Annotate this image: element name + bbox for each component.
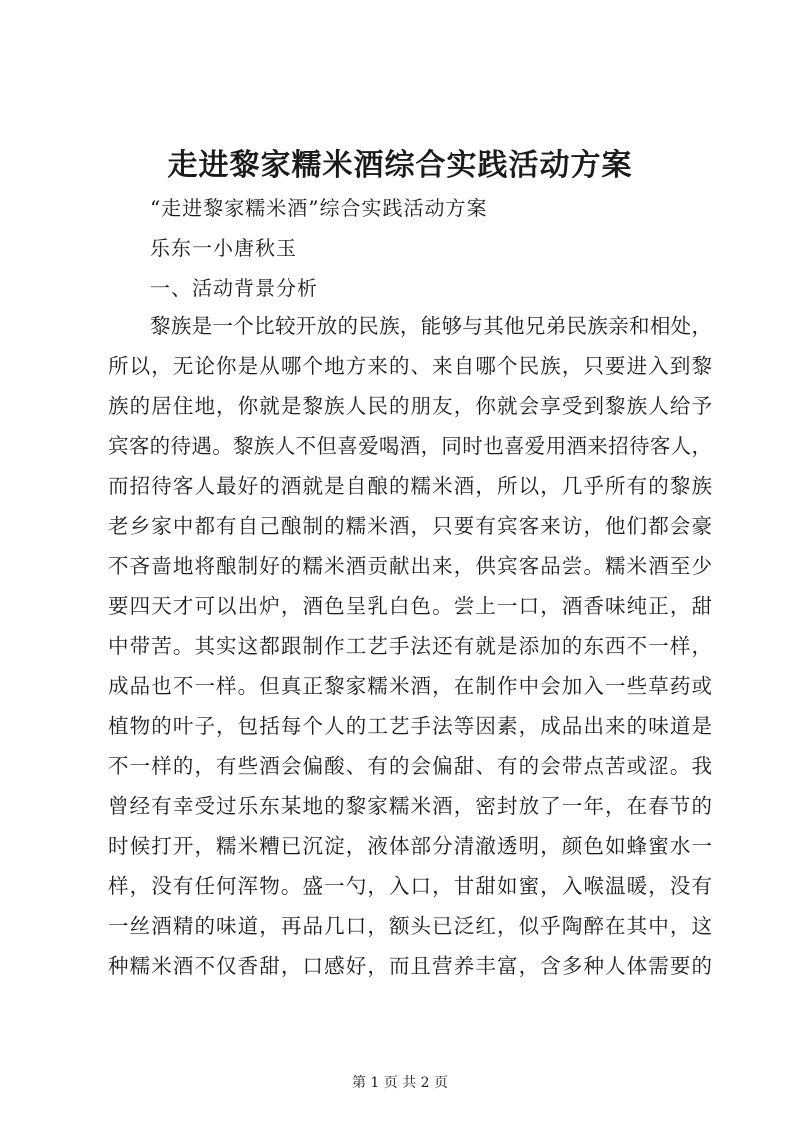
paragraph-line: 成品也不一样。但真正黎家糯米酒，在制作中会加入一些草药或	[108, 674, 714, 698]
paragraph-line: 宾客的待遇。黎族人不但喜爱喝酒，同时也喜爱用酒来招待客人，	[108, 434, 713, 458]
paragraph-line: 中带苦。其实这都跟制作工艺手法还有就是添加的东西不一样，	[108, 634, 714, 658]
section-heading: 一、活动背景分析	[150, 276, 318, 300]
author: 乐东一小唐秋玉	[150, 236, 297, 260]
paragraph-line: 种糯米酒不仅香甜，口感好，而且营养丰富，含多种人体需要的	[108, 954, 714, 978]
paragraph-line: 黎族是一个比较开放的民族，能够与其他兄弟民族亲和相处，	[150, 314, 713, 338]
paragraph-line: 不吝啬地将酿制好的糯米酒贡献出来，供宾客品尝。糯米酒至少	[108, 554, 714, 578]
paragraph-line: 时候打开，糯米糟已沉淀，液体部分清澈透明，颜色如蜂蜜水一	[108, 834, 714, 858]
page-footer: 第 1 页 共 2 页	[351, 1075, 449, 1091]
subtitle: “走进黎家糯米酒”综合实践活动方案	[150, 196, 488, 220]
paragraph-line: 老乡家中都有自己酿制的糯米酒，只要有宾客来访，他们都会豪	[108, 514, 714, 538]
paragraph-line: 而招待客人最好的酒就是自酿的糯米酒，所以，几乎所有的黎族	[108, 474, 714, 498]
paragraph-line: 植物的叶子，包括每个人的工艺手法等因素，成品出来的味道是	[108, 714, 714, 738]
paragraph-line: 曾经有幸受过乐东某地的黎家糯米酒，密封放了一年，在春节的	[108, 794, 714, 818]
paragraph-line: 一丝酒精的味道，再品几口，额头已泛红，似乎陶醉在其中，这	[108, 914, 714, 938]
paragraph-line: 族的居住地，你就是黎族人民的朋友，你就会享受到黎族人给予	[108, 394, 714, 418]
page-title: 走进黎家糯米酒综合实践活动方案	[167, 148, 633, 183]
paragraph-line: 样，没有任何浑物。盛一勺，入口，甘甜如蜜，入喉温暖，没有	[108, 874, 714, 898]
paragraph-line: 不一样的，有些酒会偏酸、有的会偏甜、有的会带点苦或涩。我	[108, 754, 714, 778]
paragraph	[108, 312, 712, 992]
paragraph-line: 要四天才可以出炉，酒色呈乳白色。尝上一口，酒香味纯正，甜	[108, 594, 714, 618]
paragraph-line: 所以，无论你是从哪个地方来的、来自哪个民族，只要进入到黎	[108, 354, 714, 378]
